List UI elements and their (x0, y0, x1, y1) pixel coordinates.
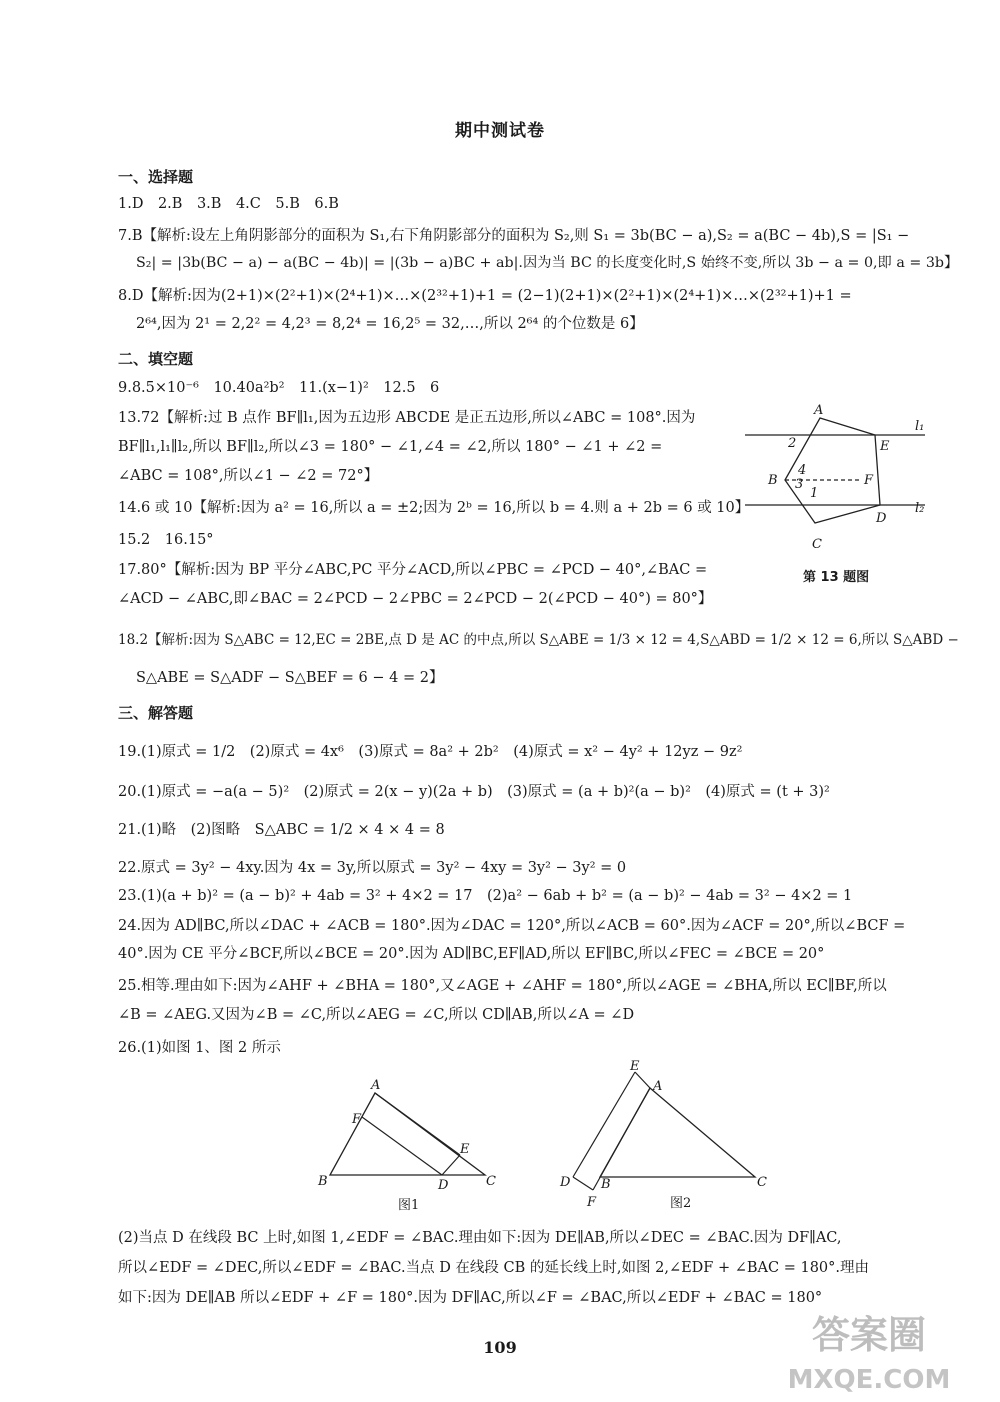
answer-13-line3: ∠ABC = 108°,所以∠1 − ∠2 = 72°】 (118, 468, 379, 484)
answer-18-line2: S△ABE = S△ADF − S△BEF = 6 − 4 = 2】 (136, 670, 444, 686)
answer-13-line2: BF∥l₁,l₁∥l₂,所以 BF∥l₂,所以∠3 = 180° − ∠1,∠4 = ∠2,所以 180° − ∠1 + ∠2 = (118, 439, 663, 455)
fig1-label-b: B (318, 1174, 328, 1189)
figure-2-caption: 图2 (670, 1196, 692, 1211)
fig13-label-e: E (880, 439, 890, 454)
answer-26-part2-line2: 所以∠EDF = ∠DEC,所以∠EDF = ∠BAC.当点 D 在线段 CB 的延长线上时,如图 2,∠EDF + ∠BAC = 180°.理由 (118, 1260, 870, 1276)
fig2-label-b: B (601, 1177, 611, 1192)
fig13-label-2: 2 (788, 436, 797, 451)
page-title: 期中测试卷 (455, 121, 545, 141)
fig13-label-1: 1 (810, 486, 819, 501)
fig1-label-d: D (438, 1178, 449, 1193)
section-fill: 二、填空题 (118, 350, 194, 368)
fig2-label-d: D (560, 1175, 571, 1190)
answer-18-line1: 18.2【解析:因为 S△ABC = 12,EC = 2BE,点 D 是 AC 的中点,所以 S△ABE = 1/3 × 12 = 4,S△ABD = 1/2 × 12 = 6,所以 S△ABD − (118, 632, 959, 648)
answer-14: 14.6 或 10【解析:因为 a² = 16,所以 a = ±2;因为 2ᵇ = 16,所以 b = 4.则 a + 2b = 6 或 10】 (118, 500, 750, 516)
answer-22: 22.原式 = 3y² − 4xy.因为 4x = 3y,所以原式 = 3y² − 4xy = 3y² − 3y² = 0 (118, 860, 627, 876)
fig2-label-f: F (587, 1195, 597, 1210)
figure-13-diagram (740, 400, 940, 560)
answer-8-line1: 8.D【解析:因为(2+1)×(2²+1)×(2⁴+1)×…×(2³²+1)+1 = (2−1)(2+1)×(2²+1)×(2⁴+1)×…×(2³²+1)+1 = (118, 288, 852, 304)
answer-1-6: 1.D 2.B 3.B 4.C 5.B 6.B (118, 196, 339, 212)
page-number: 109 (483, 1338, 517, 1357)
section-solve: 三、解答题 (118, 704, 194, 722)
fig1-label-f: F (352, 1112, 362, 1127)
answer-26-part2-line1: (2)当点 D 在线段 BC 上时,如图 1,∠EDF = ∠BAC.理由如下:因为 DE∥AB,所以∠DEC = ∠BAC.因为 DF∥AC, (118, 1230, 842, 1246)
fig1-label-a: A (371, 1078, 381, 1093)
fig13-label-c: C (812, 537, 822, 552)
answer-25-line1: 25.相等.理由如下:因为∠AHF + ∠BHA = 180°,又∠AGE + ∠AHF = 180°,所以∠AGE = ∠BHA,所以 EC∥BF,所以 (118, 978, 887, 994)
watermark-logo (774, 1306, 964, 1396)
fig2-label-e: E (630, 1060, 640, 1074)
watermark-bottom: MXQE.COM (787, 1365, 951, 1395)
figure-13-caption: 第 13 题图 (803, 570, 870, 585)
fig1-label-e: E (460, 1142, 470, 1157)
answer-8-line2: 2⁶⁴,因为 2¹ = 2,2² = 4,2³ = 8,2⁴ = 16,2⁵ = 32,…,所以 2⁶⁴ 的个位数是 6】 (136, 316, 644, 332)
fig13-label-l2: l₂ (915, 501, 925, 516)
answer-15-16: 15.2 16.15° (118, 532, 214, 548)
fig13-label-a: A (814, 403, 824, 418)
answer-17-line2: ∠ACD − ∠ABC,即∠BAC = 2∠PCD − 2∠PBC = 2∠PCD − 2(∠PCD − 40°) = 80°】 (118, 591, 713, 607)
answer-21: 21.(1)略 (2)图略 S△ABC = 1/2 × 4 × 4 = 8 (118, 822, 445, 838)
section-choice: 一、选择题 (118, 168, 194, 186)
fig13-label-4: 4 (798, 463, 807, 478)
answer-20: 20.(1)原式 = −a(a − 5)² (2)原式 = 2(x − y)(2a + b) (3)原式 = (a + b)²(a − b)² (4)原式 = (t + 3)² (118, 784, 830, 800)
answer-23: 23.(1)(a + b)² = (a − b)² + 4ab = 3² + 4×2 = 17 (2)a² − 6ab + b² = (a − b)² − 4ab = 3² − 4×2 = 1 (118, 888, 853, 904)
figure-1-caption: 图1 (398, 1198, 420, 1213)
fig13-label-l1: l₁ (915, 419, 925, 434)
fig2-label-a: A (653, 1079, 663, 1094)
answer-26-part2-line3: 如下:因为 DE∥AB 所以∠EDF + ∠F = 180°.因为 DF∥AC,所以∠F = ∠BAC,所以∠EDF + ∠BAC = 180° (118, 1290, 823, 1306)
answer-26-heading: 26.(1)如图 1、图 2 所示 (118, 1040, 281, 1056)
answer-9-12: 9.8.5×10⁻⁶ 10.40a²b² 11.(x−1)² 12.5 6 (118, 380, 440, 396)
answer-17-line1: 17.80°【解析:因为 BP 平分∠ABC,PC 平分∠ACD,所以∠PBC = ∠PCD − 40°,∠BAC = (118, 562, 708, 578)
figure-2-diagram (555, 1060, 775, 1210)
figure-1-diagram (310, 1075, 510, 1195)
fig13-label-d: D (876, 511, 887, 526)
watermark-top: 答案圈 (811, 1313, 927, 1357)
answer-19: 19.(1)原式 = 1/2 (2)原式 = 4x⁶ (3)原式 = 8a² + 2b² (4)原式 = x² − 4y² + 12yz − 9z² (118, 744, 743, 760)
answer-7-line1: 7.B【解析:设左上角阴影部分的面积为 S₁,右下角阴影部分的面积为 S₂,则 S₁ = 3b(BC − a),S₂ = a(BC − 4b),S = |S₁ − (118, 228, 910, 244)
answer-7-line2: S₂| = |3b(BC − a) − a(BC − 4b)| = |(3b − a)BC + ab|.因为当 BC 的长度变化时,S 始终不变,所以 3b − a = 0,即 a = 3b】 (136, 255, 959, 271)
fig2-label-c: C (757, 1175, 767, 1190)
answer-25-line2: ∠B = ∠AEG.又因为∠B = ∠C,所以∠AEG = ∠C,所以 CD∥AB,所以∠A = ∠D (118, 1007, 635, 1023)
fig1-label-c: C (486, 1174, 496, 1189)
answer-24-line1: 24.因为 AD∥BC,所以∠DAC + ∠ACB = 180°.因为∠DAC = 120°,所以∠ACB = 60°.因为∠ACF = 20°,所以∠BCF = (118, 918, 906, 934)
answer-13-line1: 13.72【解析:过 B 点作 BF∥l₁,因为五边形 ABCDE 是正五边形,所以∠ABC = 108°.因为 (118, 410, 696, 426)
fig13-label-f: F (864, 473, 874, 488)
answer-24-line2: 40°.因为 CE 平分∠BCF,所以∠BCE = 20°.因为 AD∥BC,EF∥AD,所以 EF∥BC,所以∠FEC = ∠BCE = 20° (118, 946, 825, 962)
fig13-label-3: 3 (795, 477, 804, 492)
fig13-label-b: B (768, 473, 778, 488)
